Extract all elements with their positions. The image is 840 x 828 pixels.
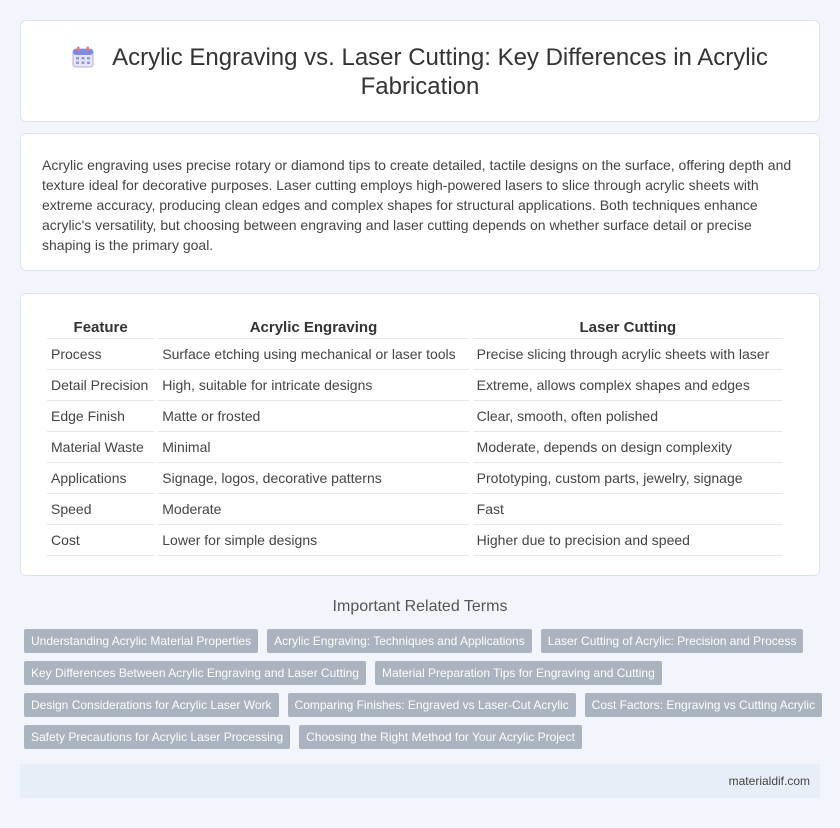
tag-row [24, 693, 824, 717]
table-cell: High, suitable for intricate designs [158, 370, 468, 401]
tag-row [24, 661, 824, 685]
comparison-table-card [20, 293, 820, 576]
comparison-table [43, 315, 787, 556]
table-cell: Moderate, depends on design complexity [473, 432, 783, 463]
related-term-link[interactable]: Cost Factors: Engraving vs Cutting Acrylic [585, 693, 822, 717]
table-cell: Edge Finish [47, 401, 154, 432]
table-row [47, 494, 783, 525]
related-term-link[interactable]: Safety Precautions for Acrylic Laser Processing [24, 725, 290, 749]
header-acrylic-engraving: Acrylic Engraving [158, 315, 468, 339]
table-cell: Surface etching using mechanical or laser tools [158, 339, 468, 370]
table-cell: Precise slicing through acrylic sheets with laser [473, 339, 783, 370]
calendar-icon [72, 46, 94, 68]
intro-paragraph: Acrylic engraving uses precise rotary or diamond tips to create detailed, tactile designs on the surface, offering depth and texture ideal for decorative purposes. Laser cutting employs high-powered lasers to slice through acrylic sheets with extreme accuracy, producing clean edges and complex shapes for structural applications. Both techniques enhance acrylic's versatility, but choosing between engraving and laser cutting depends on whether surface detail or precise shaping is the primary goal. [42, 157, 792, 253]
page-title-text: Acrylic Engraving vs. Laser Cutting: Key Differences in Acrylic Fabrication [112, 44, 768, 100]
related-term-link[interactable]: Design Considerations for Acrylic Laser Work [24, 693, 279, 717]
intro-card [20, 133, 820, 271]
table-header-row [47, 315, 783, 339]
related-term-link[interactable]: Laser Cutting of Acrylic: Precision and Process [541, 629, 804, 653]
footer [20, 764, 820, 798]
related-term-link[interactable]: Choosing the Right Method for Your Acrylic Project [299, 725, 582, 749]
related-term-link[interactable]: Understanding Acrylic Material Properties [24, 629, 258, 653]
table-row [47, 370, 783, 401]
table-row [47, 525, 783, 556]
tag-row [24, 725, 824, 749]
table-cell: Prototyping, custom parts, jewelry, signage [473, 463, 783, 494]
tag-row [24, 629, 824, 653]
related-terms-title: Important Related Terms [332, 598, 508, 615]
table-row [47, 339, 783, 370]
table-cell: Speed [47, 494, 154, 525]
table-row [47, 401, 783, 432]
table-cell: Minimal [158, 432, 468, 463]
header-card [20, 20, 820, 122]
table-cell: Lower for simple designs [158, 525, 468, 556]
header-feature: Feature [47, 315, 154, 339]
header-laser-cutting: Laser Cutting [473, 315, 783, 339]
table-cell: Material Waste [47, 432, 154, 463]
table-row [47, 432, 783, 463]
table-row [47, 463, 783, 494]
related-term-link[interactable]: Material Preparation Tips for Engraving and Cutting [375, 661, 662, 685]
table-cell: Clear, smooth, often polished [473, 401, 783, 432]
table-cell: Fast [473, 494, 783, 525]
table-cell: Detail Precision [47, 370, 154, 401]
related-term-link[interactable]: Acrylic Engraving: Techniques and Applications [267, 629, 532, 653]
related-term-link[interactable]: Comparing Finishes: Engraved vs Laser-Cut Acrylic [288, 693, 576, 717]
footer-site-link[interactable]: materialdif.com [728, 774, 810, 788]
table-cell: Signage, logos, decorative patterns [158, 463, 468, 494]
table-cell: Cost [47, 525, 154, 556]
table-cell: Process [47, 339, 154, 370]
table-cell: Extreme, allows complex shapes and edges [473, 370, 783, 401]
related-terms-list [24, 629, 824, 757]
table-cell: Applications [47, 463, 154, 494]
table-cell: Moderate [158, 494, 468, 525]
table-cell: Higher due to precision and speed [473, 525, 783, 556]
table-cell: Matte or frosted [158, 401, 468, 432]
page-title [21, 43, 819, 101]
related-term-link[interactable]: Key Differences Between Acrylic Engraving and Laser Cutting [24, 661, 366, 685]
